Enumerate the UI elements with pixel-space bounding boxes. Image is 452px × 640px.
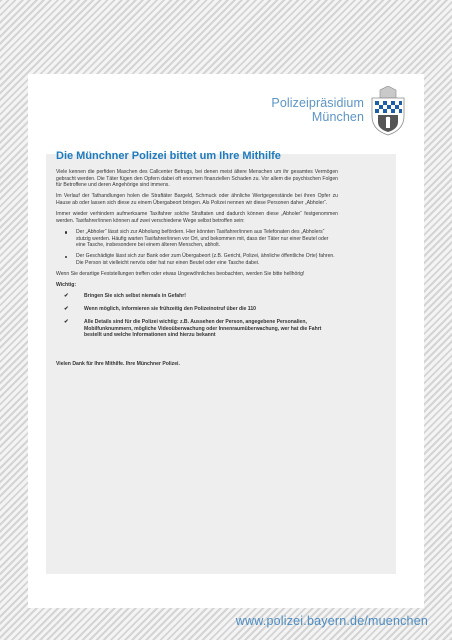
paragraph: Im Verlauf der Tathandlungen holen die Straftäter Bargeld, Schmuck oder ähnliche Wertgegenstände bei ihren Opfer zu Hause ab oder lassen sich diese zu einem Übergabeort bringen. Als Polizei nennen wir diese Personen daher „Abholer“. bbox=[56, 193, 338, 206]
check-item-text: Alle Details sind für die Polizei wichtig: z.B. Aussehen der Person, angegebene Personalien, Mobilfunknummern, mögliche Videoüberwachung oder Innenraumüberwachung, wer hat die Fahrt bestellt und welche Informationen sind hierzu bekannt bbox=[84, 319, 322, 339]
paragraph: Wenn Sie derartige Feststellungen treffen oder etwas Ungewöhnliches beobachten, werden Sie bitte hellhörig! bbox=[56, 271, 305, 278]
footer-url-link[interactable]: www.polizei.bayern.de/muenchen bbox=[235, 614, 428, 628]
bullet-list bbox=[56, 229, 338, 267]
check-item-text: Wenn möglich, informieren sie frühzeitig den Polizeinotruf über die 110 bbox=[84, 306, 256, 313]
brand-wordmark bbox=[271, 96, 364, 124]
checkmark-icon: ✔ bbox=[64, 293, 69, 300]
bavarian-police-crest-icon bbox=[368, 86, 408, 136]
check-item bbox=[56, 306, 338, 313]
checkmark-icon: ✔ bbox=[64, 319, 69, 326]
flyer-content bbox=[56, 150, 338, 367]
thanks-note: Vielen Dank für Ihre Mithilfe. Ihre Münchner Polizei. bbox=[56, 360, 180, 367]
bullet-item: Der Geschädigte lässt sich zur Bank oder zum Übergabeort (z.B. Gericht, Polizei, ähnliche öffentliche Orte) fahren. Die Person ist vielleicht nervös oder hat nur einen Beutel oder eine Tasche dabei. bbox=[56, 253, 338, 266]
check-item-text: Bringen Sie sich selbst niemals in Gefahr! bbox=[84, 293, 186, 300]
check-item bbox=[56, 319, 338, 339]
page-title: Die Münchner Polizei bittet um Ihre Mithilfe bbox=[56, 150, 281, 162]
checkmark-icon: ✔ bbox=[64, 306, 69, 313]
check-item bbox=[56, 293, 338, 300]
paragraph: Immer wieder verhindern aufmerksame Taxifahrer solche Straftaten und dadurch können diese „Abholer“ festgenommen werden. Taxifahrer/innen können auf zwei verschiedene Wege selbst betroffen sein: bbox=[56, 211, 338, 224]
bullet-item: Der „Abholer“ lässt sich zur Abholung befördern. Hier könnten Taxifahrer/innen aus Telefonaten des „Abholers“ stutzig werden. Häufig warten Taxifahrer/innen vor Ort, und bekommen mit, dass der Täter nur einer Beutel oder eine Tasche, insbesondere bei einem älteren Menschen, abholt. bbox=[56, 229, 338, 249]
brand-line-1: Polizeipräsidium bbox=[271, 96, 364, 110]
checklist bbox=[56, 293, 338, 338]
important-label: Wichtig: bbox=[56, 282, 77, 289]
paragraph: Viele kennen die perfiden Maschen des Callcenter Betrugs, bei denen meist ältere Menschen um ihr gesamtes Vermögen gebracht werden. Die Täter fügen den Opfern dabei oft enormen finanziellen Schaden zu. Vor allem die psychischen Folgen für Betroffene und deren Angehörige sind immens. bbox=[56, 169, 338, 189]
brand-line-2: München bbox=[311, 110, 364, 124]
